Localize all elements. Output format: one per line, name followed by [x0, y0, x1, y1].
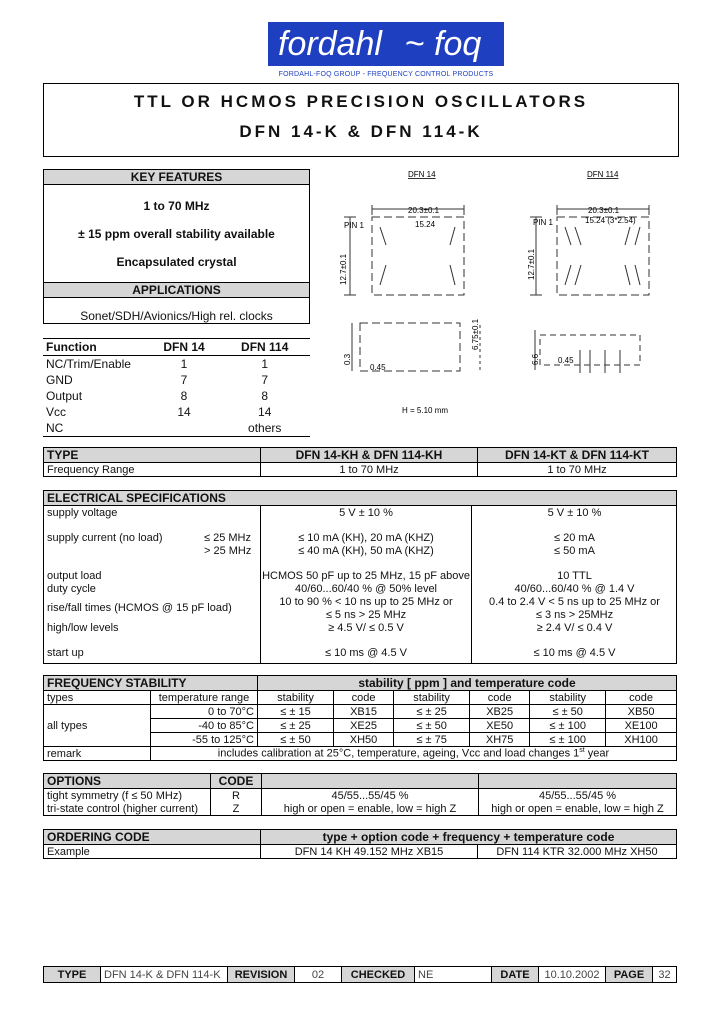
spec-value: ≤ 10 mA (KH), 20 mA (KHZ) [298, 532, 434, 544]
freq-cell: ≤ ± 50 [394, 719, 470, 733]
title-box [43, 83, 679, 157]
dim-label: 15.24 [415, 220, 436, 229]
dim-label: 0.45 [558, 356, 574, 365]
options-header: CODE [211, 774, 262, 789]
spec-value: ≤ 50 mA [554, 545, 595, 557]
freq-subheader: stability [258, 691, 334, 705]
footer-label: TYPE [44, 967, 101, 983]
spec-label: duty cycle [47, 583, 96, 595]
dim-label: 6.75±0.1 [471, 318, 480, 350]
option-value: 45/55...55/45 % [262, 789, 479, 803]
ordering-label: Example [44, 845, 261, 859]
dim-label: 20.3±0.1 [408, 206, 440, 215]
freq-cell: XB25 [470, 705, 530, 719]
spec-value: 0.4 to 2.4 V < 5 ns up to 25 MHz or [489, 596, 660, 608]
options-table [43, 773, 677, 816]
spec-label: output load [47, 570, 102, 582]
dim-label: 20.3±0.1 [588, 206, 620, 215]
freq-cell: ≤ ± 15 [258, 705, 334, 719]
logo-wave: ~ [405, 25, 425, 63]
ordering-example: DFN 14 KH 49.152 MHz XB15 [261, 845, 478, 859]
freq-cell: ≤ ± 100 [530, 719, 606, 733]
freq-subheader: temperature range [151, 691, 258, 705]
pin-cell: others [248, 421, 282, 435]
freq-cell: ≤ ± 75 [394, 733, 470, 747]
spec-value: 5 V ± 10 % [339, 507, 393, 519]
pin-cell: 14 [177, 405, 191, 419]
applications-text: Sonet/SDH/Avionics/High rel. clocks [80, 309, 273, 323]
footer-value: 10.10.2002 [539, 967, 606, 983]
ordering-table [43, 829, 677, 859]
applications-box [43, 282, 310, 324]
type-cell: 1 to 70 MHz [261, 463, 478, 477]
footer-value: 02 [295, 967, 342, 983]
spec-label: > 25 MHz [204, 545, 252, 557]
electrical-header: ELECTRICAL SPECIFICATIONS [44, 491, 676, 506]
freq-subheader: types [44, 691, 151, 705]
footer-label: REVISION [228, 967, 295, 983]
option-code: R [211, 789, 262, 803]
spec-value: ≤ 40 mA (KH), 50 mA (KHZ) [298, 545, 434, 557]
logo-text-left: fordahl [278, 25, 382, 63]
pin-cell: Vcc [46, 404, 67, 419]
dim-label: 0.45 [370, 363, 386, 372]
pin1-label: PIN 1 [344, 221, 365, 230]
title-line1: TTL OR HCMOS PRECISION OSCILLATORS [133, 92, 589, 111]
logo-tagline: FORDAHL-FOQ GROUP - FREQUENCY CONTROL PRODUCTS [278, 71, 494, 78]
footer-label: CHECKED [342, 967, 415, 983]
freq-cell: XB15 [334, 705, 394, 719]
dim-label: 12.7±0.1 [527, 248, 536, 280]
height-label: H = 5.10 mm [402, 406, 449, 415]
pin-cell: 8 [261, 389, 269, 403]
spec-value: ≤ 20 mA [554, 532, 595, 544]
remark-text [151, 747, 677, 761]
dim-label: 0.3 [343, 353, 352, 365]
title-line2: DFN 14-K & DFN 114-K [239, 122, 483, 141]
remark-sup: st [579, 747, 585, 755]
spec-value: 5 V ± 10 % [547, 507, 602, 519]
pin-cell: GND [46, 372, 73, 387]
freq-group: all types [44, 705, 151, 747]
dim-label: 15.24 (3*2.54) [585, 216, 636, 225]
pin-cell: NC/Trim/Enable [46, 356, 131, 371]
spec-value: 10 to 90 % < 10 ns up to 25 MHz or [279, 596, 453, 608]
spec-value: HCMOS 50 pF up to 25 MHz, 15 pF above [262, 570, 470, 582]
freq-subheader: code [470, 691, 530, 705]
freq-cell: XE100 [606, 719, 677, 733]
freq-cell: XH100 [606, 733, 677, 747]
freq-cell: ≤ ± 25 [258, 719, 334, 733]
type-table [43, 447, 677, 477]
option-code: Z [211, 802, 262, 816]
freq-cell: -55 to 125°C [151, 733, 258, 747]
pin-cell: 7 [180, 373, 188, 387]
spec-label: high/low levels [47, 622, 119, 634]
option-value: 45/55...55/45 % [538, 789, 617, 802]
key-features-header: KEY FEATURES [44, 170, 309, 185]
spec-value: 10 TTL [557, 570, 592, 582]
remark-label: remark [44, 747, 151, 761]
pin-header: DFN 14 [163, 340, 205, 354]
freq-cell: XE50 [470, 719, 530, 733]
freq-cell: -40 to 85°C [151, 719, 258, 733]
freq-cell: XB50 [606, 705, 677, 719]
dim-label: 6.6 [531, 353, 540, 365]
frequency-stability-table [43, 675, 677, 761]
key-features-box [43, 169, 310, 283]
company-logo [268, 22, 504, 66]
freq-subheader: code [606, 691, 677, 705]
pin-table [43, 338, 310, 437]
spec-value: ≤ 10 ms @ 4.5 V [324, 647, 407, 659]
pin-cell: NC [46, 420, 64, 435]
spec-label: rise/fall times (HCMOS @ 15 pF load) [47, 602, 232, 614]
applications-header: APPLICATIONS [44, 283, 309, 298]
freq-cell: XH75 [470, 733, 530, 747]
pin-cell: 14 [258, 405, 272, 419]
freq-subheader: stability [394, 691, 470, 705]
feature-item: ± 15 ppm overall stability available [78, 227, 275, 241]
spec-label: start up [47, 647, 84, 659]
dfn114-outline [557, 217, 649, 295]
freq-subheader: stability [530, 691, 606, 705]
feature-item: 1 to 70 MHz [143, 199, 210, 213]
freq-cell: 0 to 70°C [151, 705, 258, 719]
type-cell: 1 to 70 MHz [478, 463, 677, 477]
spec-label: supply voltage [47, 507, 118, 519]
pin-header: Function [46, 340, 97, 354]
ordering-code-header: type + option code + frequency + temperature code [261, 830, 677, 845]
freq-subheader: code [334, 691, 394, 705]
spec-value: 40/60...60/40 % @ 50% level [294, 583, 438, 595]
pin-header: DFN 114 [241, 340, 289, 354]
spec-value: ≤ 10 ms @ 4.5 V [533, 647, 616, 659]
footer-table [43, 966, 677, 983]
remark-body: includes calibration at 25°C, temperature, ageing, Vcc and load changes 1 [217, 747, 580, 760]
footer-label: DATE [492, 967, 539, 983]
pin-cell: 1 [261, 357, 269, 371]
type-header: TYPE [44, 448, 261, 463]
footer-value: NE [415, 967, 492, 983]
freq-cell: XE25 [334, 719, 394, 733]
ordering-example: DFN 114 KTR 32.000 MHz XH50 [478, 845, 677, 859]
feature-item: Encapsulated crystal [116, 255, 237, 269]
pin1-label-114: PIN 1 [533, 218, 554, 227]
pin-cell: 7 [261, 373, 269, 387]
spec-label: ≤ 25 MHz [204, 532, 251, 544]
label-dfn114: DFN 114 [587, 170, 619, 179]
freq-code-header: stability [ ppm ] and temperature code [258, 676, 677, 691]
freq-cell: ≤ ± 50 [258, 733, 334, 747]
logo-text-right: foq [434, 25, 482, 63]
ordering-header: ORDERING CODE [44, 830, 261, 845]
type-cell: Frequency Range [44, 463, 261, 477]
type-header: DFN 14-KH & DFN 114-KH [261, 448, 478, 463]
options-header: OPTIONS [44, 774, 211, 789]
pin-cell: Output [46, 388, 83, 403]
pin-cell: 1 [180, 357, 188, 371]
spec-value: ≤ 3 ns > 25MHz [535, 609, 614, 621]
option-value: high or open = enable, low = high Z [491, 802, 664, 815]
freq-cell: ≤ ± 50 [530, 705, 606, 719]
freq-cell: XH50 [334, 733, 394, 747]
option-label: tight symmetry (f ≤ 50 MHz) [44, 789, 211, 803]
spec-value: ≥ 2.4 V/ ≤ 0.4 V [536, 622, 613, 634]
freq-cell: ≤ ± 100 [530, 733, 606, 747]
freq-header: FREQUENCY STABILITY [44, 676, 258, 691]
label-dfn14: DFN 14 [408, 170, 436, 179]
spec-value: ≥ 4.5 V/ ≤ 0.5 V [328, 622, 404, 634]
spec-label: supply current (no load) [47, 532, 163, 544]
option-label: tri-state control (higher current) [44, 802, 211, 816]
dim-label: 12.7±0.1 [339, 253, 348, 285]
electrical-specs-box [43, 490, 677, 664]
spec-value: 40/60...60/40 % @ 1.4 V [514, 583, 635, 595]
remark-end: year [584, 747, 610, 760]
footer-value: 32 [653, 967, 677, 983]
pin-cell [149, 420, 220, 437]
footer-label: PAGE [606, 967, 653, 983]
mechanical-drawing [330, 165, 680, 420]
type-header: DFN 14-KT & DFN 114-KT [478, 448, 677, 463]
pin-cell: 8 [180, 389, 188, 403]
freq-cell: ≤ ± 25 [394, 705, 470, 719]
option-value: high or open = enable, low = high Z [262, 802, 479, 816]
footer-value: DFN 14-K & DFN 114-K [101, 967, 228, 983]
spec-value: ≤ 5 ns > 25 MHz [325, 609, 407, 621]
